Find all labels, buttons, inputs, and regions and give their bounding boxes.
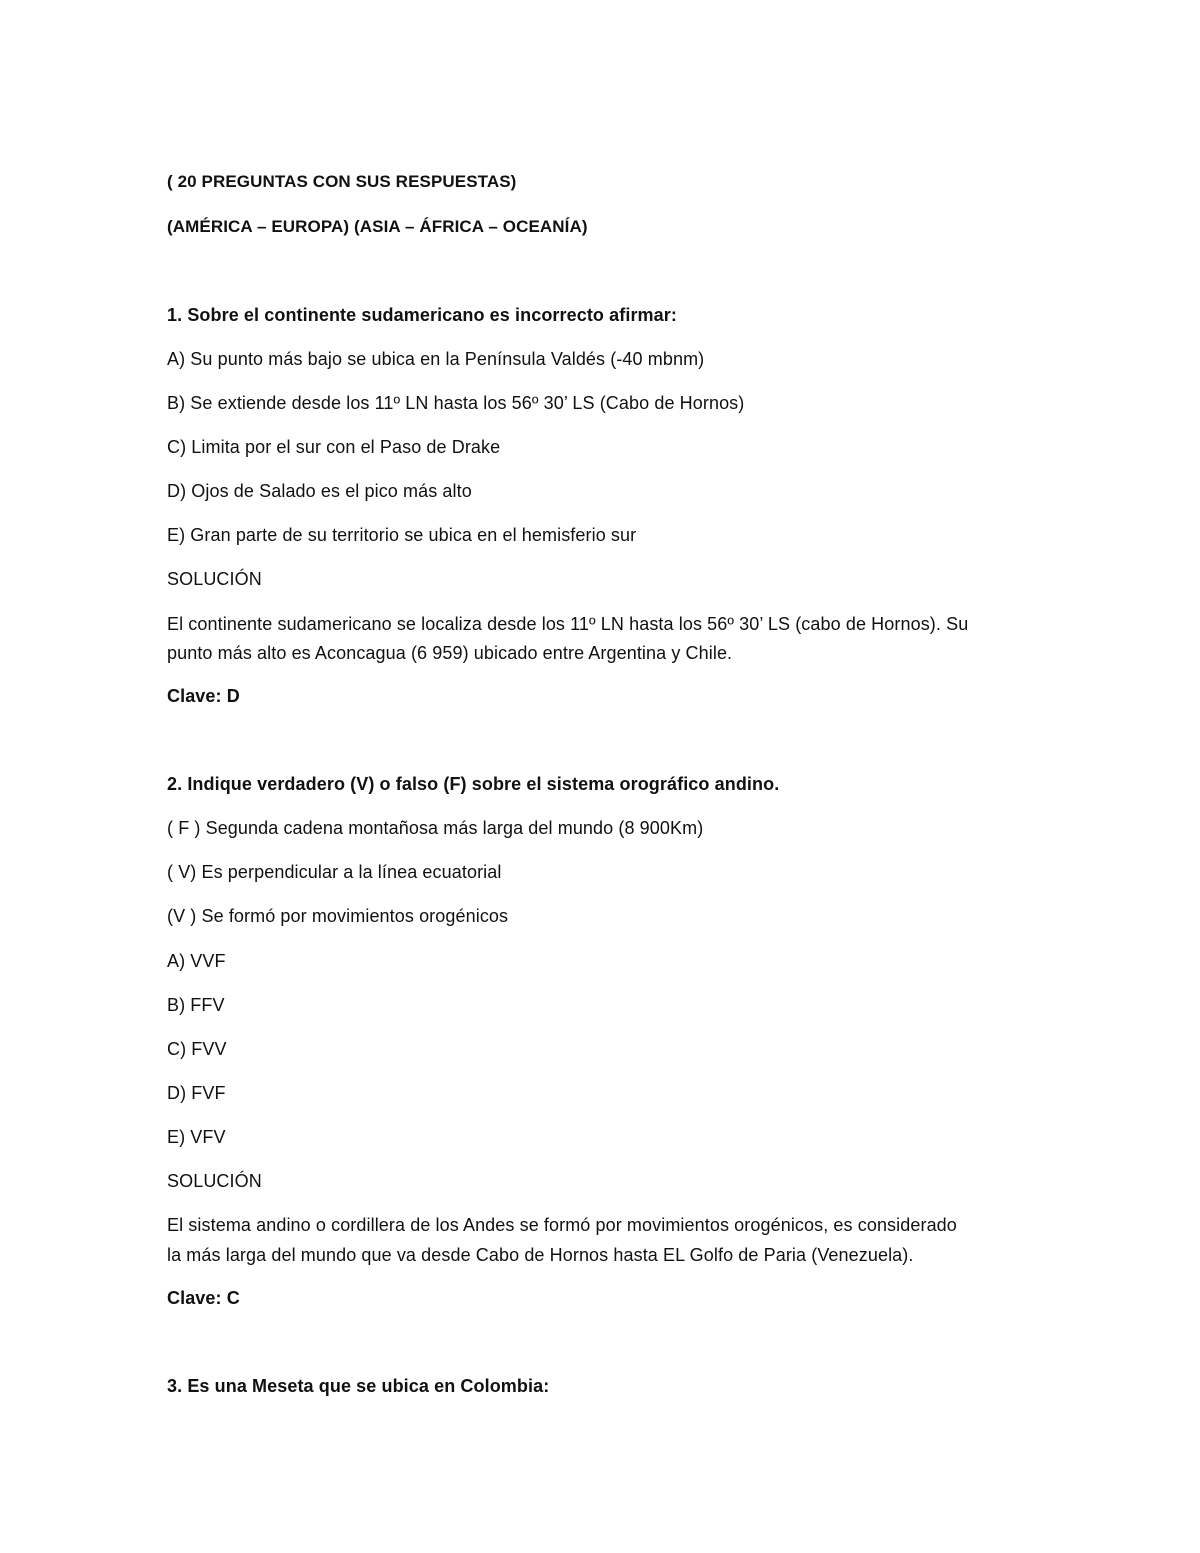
q1-solution-line-2: punto más alto es Aconcagua (6 959) ubicado entre Argentina y Chile. — [167, 643, 733, 663]
q1-option-c: C) Limita por el sur con el Paso de Drake — [167, 437, 501, 457]
q2-option-e: E) VFV — [167, 1127, 226, 1147]
header-title: ( 20 PREGUNTAS CON SUS RESPUESTAS) — [167, 172, 517, 191]
q1-option-d: D) Ojos de Salado es el pico más alto — [167, 481, 472, 501]
q2-statement-3: (V ) Se formó por movimientos orogénicos — [167, 906, 509, 926]
question-1: 1. Sobre el continente sudamericano es incorrecto afirmar: — [167, 305, 677, 325]
q1-solution-line-1: El continente sudamericano se localiza desde los 11º LN hasta los 56º 30’ LS (cabo de Hornos). Su — [167, 614, 969, 634]
q2-option-a: A) VVF — [167, 951, 226, 971]
q1-option-b: B) Se extiende desde los 11º LN hasta los 56º 30’ LS (Cabo de Hornos) — [167, 393, 745, 413]
q2-answer-key: Clave: C — [167, 1288, 240, 1308]
q2-statement-2: ( V) Es perpendicular a la línea ecuatorial — [167, 862, 502, 882]
header-subtitle: (AMÉRICA – EUROPA) (ASIA – ÁFRICA – OCEANÍA) — [167, 217, 588, 236]
q1-option-a: A) Su punto más bajo se ubica en la Península Valdés (-40 mbnm) — [167, 349, 705, 369]
q2-option-d: D) FVF — [167, 1083, 226, 1103]
q2-option-c: C) FVV — [167, 1039, 227, 1059]
q2-option-b: B) FFV — [167, 995, 225, 1015]
q1-solution-label: SOLUCIÓN — [167, 569, 262, 589]
q2-solution-line-1: El sistema andino o cordillera de los Andes se formó por movimientos orogénicos, es considerado — [167, 1215, 957, 1235]
question-2: 2. Indique verdadero (V) o falso (F) sobre el sistema orográfico andino. — [167, 774, 780, 794]
q1-answer-key: Clave: D — [167, 686, 240, 706]
q2-solution-line-2: la más larga del mundo que va desde Cabo de Hornos hasta EL Golfo de Paria (Venezuela). — [167, 1245, 914, 1265]
q1-option-e: E) Gran parte de su territorio se ubica en el hemisferio sur — [167, 525, 637, 545]
question-3: 3. Es una Meseta que se ubica en Colombia: — [167, 1376, 550, 1396]
q2-solution-label: SOLUCIÓN — [167, 1171, 262, 1191]
q2-statement-1: ( F ) Segunda cadena montañosa más larga del mundo (8 900Km) — [167, 818, 704, 838]
